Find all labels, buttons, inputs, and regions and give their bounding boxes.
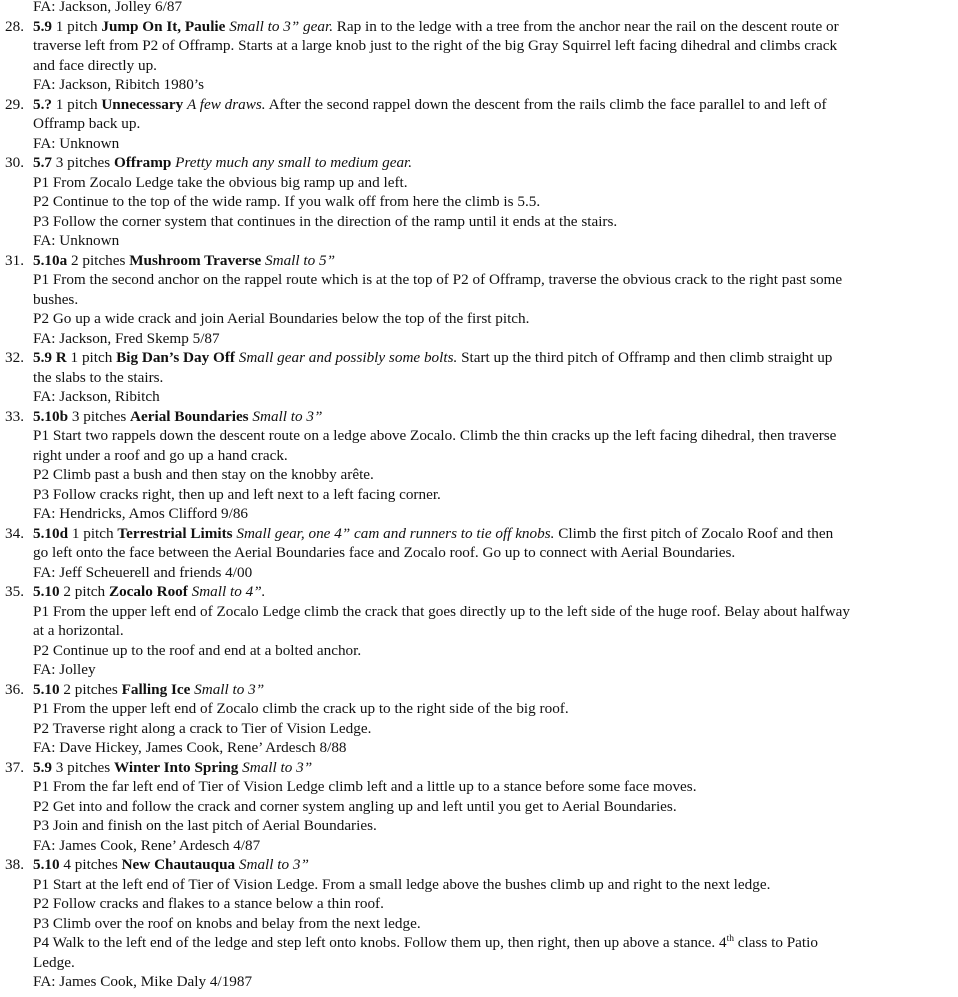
route-name: Zocalo Roof [108, 583, 188, 600]
route-name: New Chautauqua [121, 856, 236, 873]
route-pitch-count: 1 pitch [71, 524, 114, 542]
route-grade: 5.10a [33, 251, 68, 269]
first-ascent-line: FA: Hendricks, Amos Clifford 9/86 [33, 505, 249, 522]
route-number: 28. [5, 17, 24, 35]
route-header-line [0, 95, 958, 115]
route-pitch-count: 1 pitch [55, 17, 98, 35]
route-entry [0, 153, 958, 251]
route-gear: Small gear, one 4” cam and runners to tie off knobs. [236, 524, 555, 542]
route-gear: A few draws. [186, 95, 266, 113]
first-ascent-line: FA: Dave Hickey, James Cook, Rene’ Ardesch 8/88 [33, 739, 347, 756]
route-entry [0, 582, 958, 680]
route-grade: 5.10d [33, 524, 69, 542]
route-header-line [0, 680, 958, 700]
route-number: 32. [5, 349, 24, 366]
pitch-line [0, 933, 958, 953]
route-number: 31. [5, 251, 24, 269]
pitch-line: P2 Traverse right along a crack to Tier of Vision Ledge. [33, 719, 372, 737]
route-header-line [0, 153, 958, 173]
route-gear: Small to 5” [265, 251, 336, 269]
superscript: th [726, 933, 734, 944]
first-ascent-line: FA: Jackson, Fred Skemp 5/87 [33, 329, 220, 347]
first-ascent-line: FA: Jackson, Ribitch [33, 388, 160, 405]
pitch-line: P2 Climb past a bush and then stay on the knobby arête. [33, 466, 374, 483]
route-pitch-count: 1 pitch [70, 349, 113, 366]
route-grade: 5.9 [33, 17, 52, 35]
route-grade: 5.? [33, 95, 52, 113]
first-ascent-line: FA: Jolley [33, 661, 96, 678]
route-header-line [0, 407, 958, 427]
route-entry [0, 17, 958, 95]
pitch-line: right under a roof and go up a hand crack. [33, 446, 288, 464]
route-entry [0, 680, 958, 758]
pitch-line: P2 Get into and follow the crack and corner system angling up and left until you get to Aerial Boundaries. [33, 797, 677, 815]
route-pitch-count: 2 pitches [70, 251, 126, 269]
route-gear: Small to 3” [194, 680, 265, 698]
first-ascent-line: FA: James Cook, Mike Daly 4/1987 [33, 973, 253, 990]
pitch-line: P3 Follow the corner system that continues in the direction of the ramp until it ends at the stairs. [33, 212, 618, 230]
pitch-line: P3 Climb over the roof on knobs and belay from the next ledge. [33, 914, 421, 932]
route-description-line: traverse left from P2 of Offramp. Starts at a large knob just to the right of the big Gray Squirrel left facing dihedral and climbs crack [33, 37, 838, 54]
pitch-line: P1 Start two rappels down the descent route on a ledge above Zocalo. Climb the thin cracks up the left facing dihedral, then traverse [33, 427, 837, 444]
pitch-line: P2 Follow cracks and flakes to a stance below a thin roof. [33, 895, 384, 912]
route-description-line: the slabs to the stairs. [33, 368, 164, 386]
first-ascent-line: FA: James Cook, Rene’ Ardesch 4/87 [33, 836, 261, 854]
route-gear: Small to 3” [252, 407, 323, 425]
route-number: 29. [5, 95, 24, 113]
route-grade: 5.10b [33, 407, 69, 425]
route-gear: Small gear and possibly some bolts. [238, 349, 458, 366]
route-description: Start up the third pitch of Offramp and then climb straight up [461, 349, 833, 366]
route-name: Unnecessary [101, 95, 184, 113]
route-number: 37. [5, 758, 24, 776]
route-gear: Pretty much any small to medium gear. [175, 154, 413, 171]
route-name: Jump On It, Paulie [101, 17, 226, 35]
route-entry [0, 524, 958, 583]
route-pitch-count: 3 pitches [55, 154, 111, 171]
route-number: 30. [5, 154, 24, 171]
pitch-line: at a horizontal. [33, 622, 124, 639]
route-description-line: Offramp back up. [33, 115, 141, 132]
route-pitch-count: 3 pitches [71, 407, 127, 425]
route-entry [0, 348, 958, 407]
route-header-line [0, 582, 958, 602]
pitch-line: bushes. [33, 290, 79, 308]
pitch-line: P3 Follow cracks right, then up and left next to a left facing corner. [33, 485, 441, 503]
route-description-line: and face directly up. [33, 56, 157, 74]
pitch-line: P1 Start at the left end of Tier of Vision Ledge. From a small ledge above the bushes climb up and right to the next ledge. [33, 875, 771, 893]
route-pitch-count: 4 pitches [63, 856, 118, 873]
route-pitch-count: 3 pitches [55, 758, 111, 776]
route-name: Terrestrial Limits [117, 524, 233, 542]
pitch-line: P2 Go up a wide crack and join Aerial Boundaries below the top of the first pitch. [33, 310, 530, 327]
pitch-text: class to Patio [734, 934, 818, 951]
route-name: Aerial Boundaries [130, 407, 249, 425]
route-gear: Small to 3” gear. [229, 17, 333, 35]
route-header-line [0, 17, 958, 37]
pitch-line: P1 From the upper left end of Zocalo Ledge climb the crack that goes directly up to the left side of the huge roof. Belay about halfway [33, 602, 850, 620]
pitch-line: P3 Join and finish on the last pitch of Aerial Boundaries. [33, 817, 377, 834]
route-entry [0, 251, 958, 349]
route-gear: Small to 3” [242, 758, 313, 776]
route-grade: 5.7 [33, 154, 52, 171]
route-header-line [0, 855, 958, 875]
first-ascent-line: FA: Jackson, Ribitch 1980’s [33, 76, 204, 93]
route-name: Big Dan’s Day Off [116, 349, 235, 366]
pitch-line: P2 Continue up to the roof and end at a bolted anchor. [33, 641, 362, 659]
route-header-line [0, 524, 958, 544]
route-name: Mushroom Traverse [129, 251, 262, 269]
first-ascent-line: FA: Unknown [33, 232, 120, 249]
route-grade: 5.9 [33, 758, 52, 776]
route-description: Climb the first pitch of Zocalo Roof and then [558, 524, 834, 542]
route-grade: 5.10 [33, 680, 60, 698]
first-ascent-line: FA: Unknown [33, 134, 120, 152]
pitch-text: P4 Walk to the left end of the ledge and step left onto knobs. Follow them up, then right, then up above a stance. 4 [33, 934, 727, 951]
route-grade: 5.10 [33, 583, 60, 600]
route-description: After the second rappel down the descent from the rails climb the face parallel to and left of [268, 95, 827, 113]
lead-fa-line [0, 0, 958, 17]
pitch-line: P1 From the second anchor on the rappel route which is at the top of P2 of Offramp, traverse the obvious crack to the right past some [33, 271, 843, 288]
pitch-line: P1 From the upper left end of Zocalo climb the crack up to the right side of the big roof. [33, 700, 569, 717]
route-number: 35. [5, 583, 24, 600]
route-name: Offramp [114, 154, 172, 171]
pitch-line: P2 Continue to the top of the wide ramp. If you walk off from here the climb is 5.5. [33, 193, 541, 210]
pitch-line: P1 From Zocalo Ledge take the obvious big ramp up and left. [33, 173, 408, 191]
fa-text: FA: Jackson, Jolley 6/87 [33, 0, 183, 15]
route-pitch-count: 2 pitches [63, 680, 118, 698]
first-ascent-line: FA: Jeff Scheuerell and friends 4/00 [33, 563, 253, 581]
route-entry [0, 758, 958, 856]
pitch-line: P1 From the far left end of Tier of Vision Ledge climb left and a little up to a stance before some face moves. [33, 778, 697, 795]
route-gear: Small to 4”. [191, 583, 266, 600]
route-description: Rap in to the ledge with a tree from the anchor near the rail on the descent route or [336, 17, 839, 35]
route-pitch-count: 2 pitch [63, 583, 106, 600]
route-entry [0, 407, 958, 524]
route-number: 36. [5, 680, 24, 698]
route-number: 38. [5, 856, 24, 873]
pitch-line: Ledge. [33, 953, 75, 971]
route-gear: Small to 3” [238, 856, 309, 873]
route-header-line [0, 348, 958, 368]
route-pitch-count: 1 pitch [55, 95, 98, 113]
route-grade: 5.10 [33, 856, 60, 873]
route-entry [0, 855, 958, 992]
route-number: 34. [5, 524, 24, 542]
route-header-line [0, 251, 958, 271]
route-entry [0, 95, 958, 154]
route-number: 33. [5, 407, 24, 425]
route-header-line [0, 758, 958, 778]
route-grade: 5.9 R [33, 349, 67, 366]
route-name: Winter Into Spring [114, 758, 239, 776]
route-name: Falling Ice [121, 680, 191, 698]
route-description-line: go left onto the face between the Aerial Boundaries face and Zocalo roof. Go up to connect with Aerial Boundaries. [33, 544, 736, 561]
